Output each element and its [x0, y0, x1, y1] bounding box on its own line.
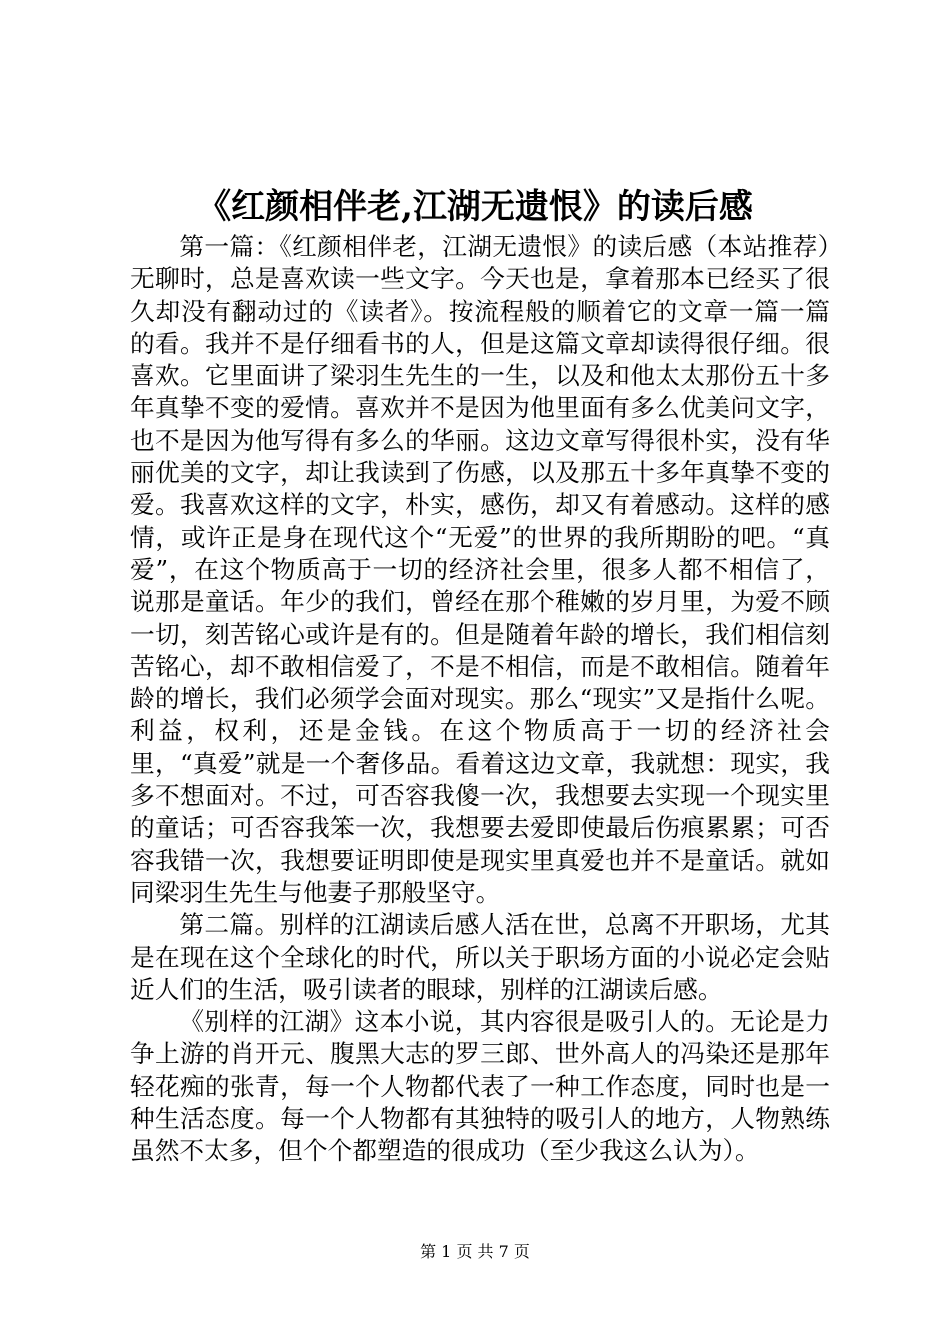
paragraph-3: 《别样的江湖》这本小说，其内容很是吸引人的。无论是力争上游的肖开元、腹黑大志的罗三郎、世外高人的冯染还是那年轻花痴的张青，每一个人物都代表了一种工作态度，同时也是一种生活态度。每一个人物都有其独特的吸引人的地方，人物熟练虽然不太多，但个个都塑造的很成功（至少我这么认为）。	[130, 1007, 830, 1166]
document-body	[130, 231, 830, 1168]
page-footer: 第 1 页 共 7 页	[420, 1242, 530, 1261]
document-title: 《红颜相伴老,江湖无遗恨》的读后感	[197, 187, 753, 227]
paragraph-2: 第二篇。别样的江湖读后感人活在世，总离不开职场，尤其是在现在这个全球化的时代，所以关于职场方面的小说必定会贴近人们的生活，吸引读者的眼球，别样的江湖读后感。	[130, 910, 830, 1004]
paragraph-1: 第一篇：《红颜相伴老，江湖无遗恨》的读后感（本站推荐）无聊时，总是喜欢读一些文字。今天也是，拿着那本已经买了很久却没有翻动过的《读者》。按流程般的顺着它的文章一篇一篇的看。我并不是仔细看书的人，但是这篇文章却读得很仔细。很喜欢。它里面讲了梁羽生先生的一生，以及和他太太那份五十多年真挚不变的爱情。喜欢并不是因为他里面有多么优美问文字，也不是因为他写得有多么的华丽。这边文章写得很朴实，没有华丽优美的文字，却让我读到了伤感，以及那五十多年真挚不变的爱。我喜欢这样的文字，朴实，感伤，却又有着感动。这样的感情，或许正是身在现代这个“无爱”的世界的我所期盼的吧。“真爱”，在这个物质高于一切的经济社会里，很多人都不相信了，说那是童话。年少的我们，曾经在那个稚嫩的岁月里，为爱不顾一切，刻苦铭心或许是有的。但是随着年龄的增长，我们相信刻苦铭心，却不敢相信爱了，不是不相信，而是不敢相信。随着年龄的增长，我们必须学会面对现实。那么“现实”又是指什么呢。利益，权利，还是金钱。在这个物质高于一切的经济社会里，“真爱”就是一个奢侈品。看着这边文章，我就想：现实，我多不想面对。不过，可否容我傻一次，我想要去实现一个现实里的童话；可否容我笨一次，我想要去爱即使最后伤痕累累；可否容我错一次，我想要证明即使是现实里真爱也并不是童话。就如同梁羽生先生与他妻子那般坚守。	[130, 232, 830, 907]
